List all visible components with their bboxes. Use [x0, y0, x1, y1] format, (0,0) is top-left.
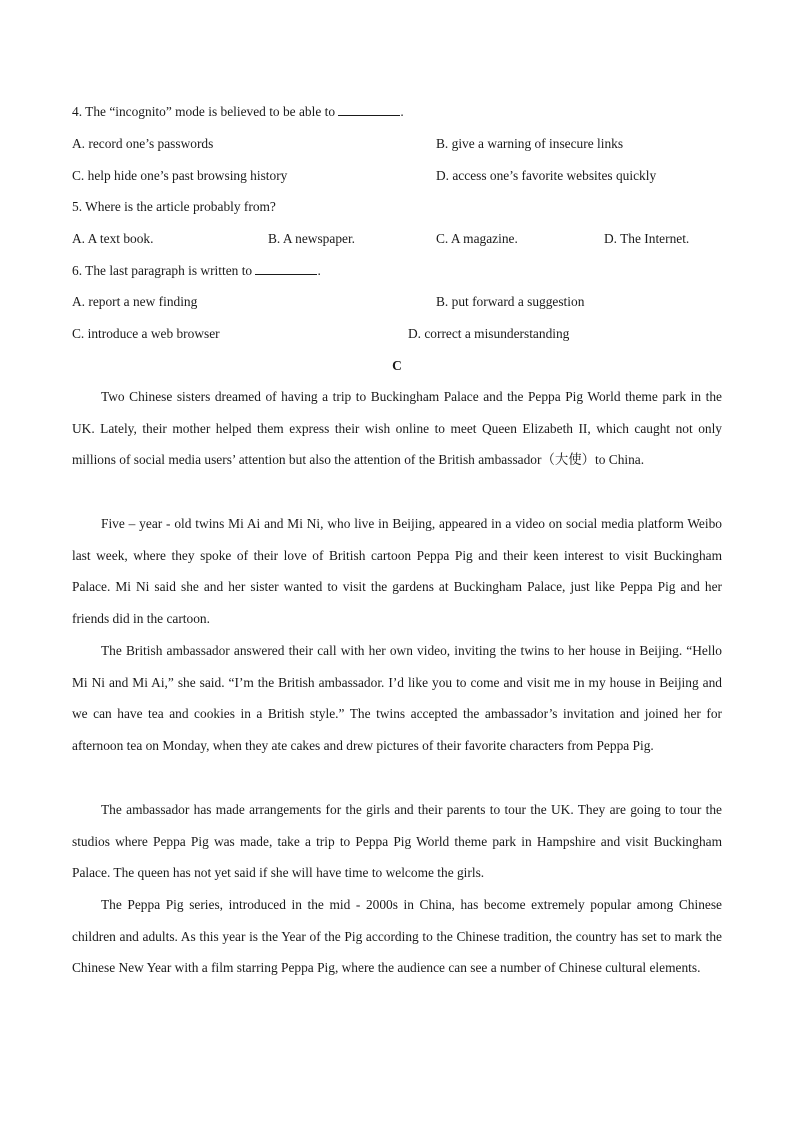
- question-5-stem: 5. Where is the article probably from?: [72, 199, 276, 214]
- question-5-option-d: D. The Internet.: [604, 231, 690, 246]
- question-6-option-b: B. put forward a suggestion: [436, 294, 585, 309]
- section-heading: C: [392, 358, 402, 373]
- question-4-period: .: [400, 104, 404, 119]
- question-4-option-b: B. give a warning of insecure links: [436, 136, 624, 151]
- answer-blank: [255, 262, 317, 275]
- question-4-text: 4. The “incognito” mode is believed to be able to: [72, 104, 336, 119]
- question-6-period: .: [317, 263, 321, 278]
- question-5-option-c: C. A magazine.: [436, 231, 518, 246]
- question-4-option-a: A. record one’s passwords: [72, 136, 214, 151]
- passage-paragraph: Five – year - old twins Mi Ai and Mi Ni, who live in Beijing, appeared in a video on social media platform Weibo last week, where they spoke of their love of British cartoon Peppa Pig and their keen interest to visit Buckingham Palace. Mi Ni said she and her sister wanted to visit the gardens at Buckingham Palace, just like Peppa Pig and her friends did in the cartoon.: [72, 516, 722, 627]
- question-5-option-b: B. A newspaper.: [268, 231, 356, 246]
- question-6-stem: [72, 262, 321, 280]
- answer-blank: [338, 103, 400, 116]
- passage-paragraph: The British ambassador answered their call with her own video, inviting the twins to her house in Beijing. “Hello Mi Ni and Mi Ai,” she said. “I’m the British ambassador. I’d like you to come and visit me in my house in Beijing and we can have tea and cookies in a British style.” The twins accepted the ambassador’s invitation and joined her for afternoon tea on Monday, when they ate cakes and drew pictures of their favorite characters from Peppa Pig.: [72, 643, 722, 754]
- question-6-option-c: C. introduce a web browser: [72, 326, 220, 341]
- question-6-option-a: A. report a new finding: [72, 294, 198, 309]
- question-4-stem: [72, 103, 404, 121]
- question-4-option-c: C. help hide one’s past browsing history: [72, 168, 288, 183]
- question-6-text: 6. The last paragraph is written to: [72, 263, 253, 278]
- question-6-option-d: D. correct a misunderstanding: [408, 326, 570, 341]
- passage-paragraph: Two Chinese sisters dreamed of having a trip to Buckingham Palace and the Peppa Pig World theme park in the UK. Lately, their mother helped them express their wish online to meet Queen Elizabeth II, which caught not only millions of social media users’ attention but also the attention of the British ambassador（大使）to China.: [72, 389, 722, 468]
- question-4-option-d: D. access one’s favorite websites quickly: [436, 168, 657, 183]
- document-page: [72, 0, 722, 1123]
- question-5-option-a: A. A text book.: [72, 231, 154, 246]
- passage-paragraph: The ambassador has made arrangements for the girls and their parents to tour the UK. They are going to tour the studios where Peppa Pig was made, take a trip to Peppa Pig World theme park in Hampshire and visit Buckingham Palace. The queen has not yet said if she will have time to welcome the girls.: [72, 802, 722, 881]
- passage-paragraph: The Peppa Pig series, introduced in the mid - 2000s in China, has become extremely popular among Chinese children and adults. As this year is the Year of the Pig according to the Chinese tradition, the country has set to mark the Chinese New Year with a film starring Peppa Pig, where the audience can see a number of Chinese cultural elements.: [72, 897, 722, 976]
